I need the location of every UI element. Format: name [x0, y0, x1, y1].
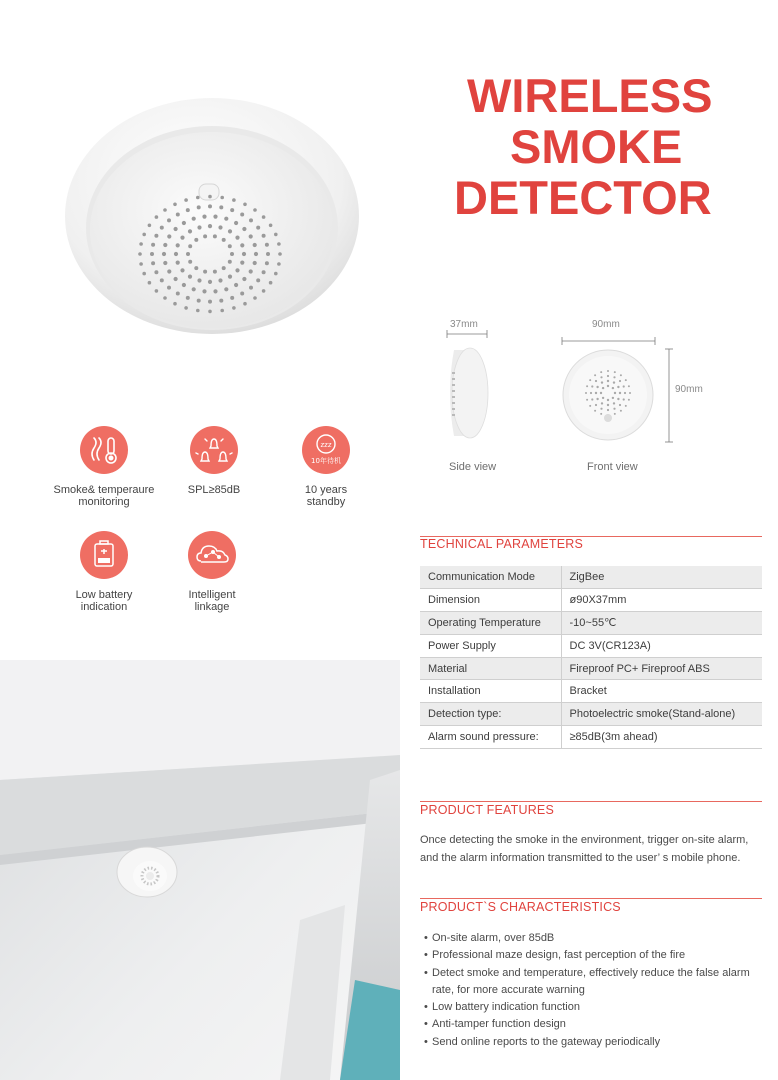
parameter-row	[420, 703, 762, 726]
parameter-value: Bracket	[561, 680, 762, 703]
side-view-image	[444, 346, 490, 440]
zzz-text: zzz	[320, 441, 332, 449]
feature-spl	[154, 426, 274, 496]
alarm-bells-icon	[190, 426, 238, 474]
characteristic-text: Low battery indication function	[432, 1001, 580, 1014]
title-line-3: DETECTOR	[454, 171, 712, 224]
feature-standby	[266, 426, 386, 508]
feature-low-battery	[44, 531, 164, 613]
parameter-key: Detection type:	[420, 703, 561, 726]
bullet-icon: •	[424, 1001, 428, 1014]
parameter-key: Power Supply	[420, 634, 561, 657]
product-characteristics-title: PRODUCT`S CHARACTERISTICS	[420, 900, 621, 914]
characteristic-text: On-site alarm, over 85dB	[432, 932, 555, 944]
feature-label: 10 years standby	[304, 484, 348, 508]
sleep-standby-icon	[302, 426, 350, 474]
parameter-value: -10~55℃	[561, 612, 762, 635]
smoke-thermometer-icon	[80, 426, 128, 474]
parameter-value: Fireproof PC+ Fireproof ABS	[561, 657, 762, 680]
bullet-icon: •	[424, 932, 428, 944]
width-dimension-label: 90mm	[592, 319, 620, 330]
product-features-title: PRODUCT FEATURES	[420, 803, 554, 817]
height-dimension-label: 90mm	[675, 384, 703, 395]
technical-parameters-heading	[420, 537, 762, 551]
front-view-image	[562, 349, 654, 441]
characteristic-item	[420, 947, 765, 964]
bullet-icon: •	[424, 1035, 428, 1048]
parameter-key: Dimension	[420, 589, 561, 612]
feature-label: Intelligent linkage	[188, 589, 236, 613]
cloud-linkage-icon	[188, 531, 236, 579]
feature-label: SPL≥85dB	[187, 484, 241, 496]
characteristic-item	[420, 930, 765, 947]
characteristic-item	[420, 965, 765, 1000]
technical-parameters-table	[420, 566, 762, 749]
bullet-icon: •	[424, 966, 428, 979]
hero-product-image	[62, 96, 362, 336]
depth-dimension-label: 37mm	[450, 319, 478, 330]
parameter-row	[420, 589, 762, 612]
parameter-value: DC 3V(CR123A)	[561, 634, 762, 657]
front-view-label: Front view	[587, 461, 638, 473]
characteristic-text: Anti-tamper function design	[432, 1018, 566, 1031]
parameter-key: Installation	[420, 680, 561, 703]
parameter-row	[420, 680, 762, 703]
product-characteristics-heading	[420, 900, 762, 914]
battery-icon	[80, 531, 128, 579]
parameter-value: ø90X37mm	[561, 589, 762, 612]
characteristics-list	[420, 930, 765, 1051]
parameter-row	[420, 657, 762, 680]
product-title	[400, 70, 778, 223]
title-line-1: WIRELESS	[467, 69, 713, 122]
parameter-value: Photoelectric smoke(Stand-alone)	[561, 703, 762, 726]
characteristic-item	[420, 1034, 765, 1051]
side-view-label: Side view	[449, 461, 497, 473]
parameter-key: Alarm sound pressure:	[420, 726, 561, 749]
characteristic-text: Professional maze design, fast perception of the fire	[432, 949, 686, 962]
characteristic-text: Detect smoke and temperature, effectively reduce the false alarm rate, for more accurate warning	[432, 966, 750, 996]
parameter-key: Operating Temperature	[420, 612, 561, 635]
parameter-row	[420, 566, 762, 589]
product-features-text: Once detecting the smoke in the environment, trigger on-site alarm, and the alarm information transmitted to the user’ s mobile phone.	[420, 834, 749, 864]
parameter-key: Material	[420, 657, 561, 680]
feature-label: Smoke& temperaure monitoring	[53, 484, 155, 508]
bullet-icon: •	[424, 949, 428, 962]
parameter-row	[420, 612, 762, 635]
characteristic-item	[420, 999, 765, 1016]
parameter-value: ≥85dB(3m ahead)	[561, 726, 762, 749]
characteristic-text: Send online reports to the gateway periodically	[432, 1035, 661, 1048]
bullet-icon: •	[424, 1018, 428, 1031]
feature-smoke-temperature	[44, 426, 164, 508]
technical-parameters-title: TECHNICAL PARAMETERS	[420, 537, 584, 551]
parameter-row	[420, 634, 762, 657]
product-features-heading	[420, 803, 762, 817]
parameter-value: ZigBee	[561, 566, 762, 589]
feature-label: Low battery indication	[75, 589, 133, 613]
standby-badge-text: 10年待机	[311, 457, 341, 465]
feature-intelligent-linkage	[152, 531, 272, 613]
parameter-row	[420, 726, 762, 749]
title-line-2: SMOKE	[510, 120, 683, 173]
characteristic-item	[420, 1016, 765, 1033]
installation-room-photo	[0, 660, 400, 1080]
parameter-key: Communication Mode	[420, 566, 561, 589]
